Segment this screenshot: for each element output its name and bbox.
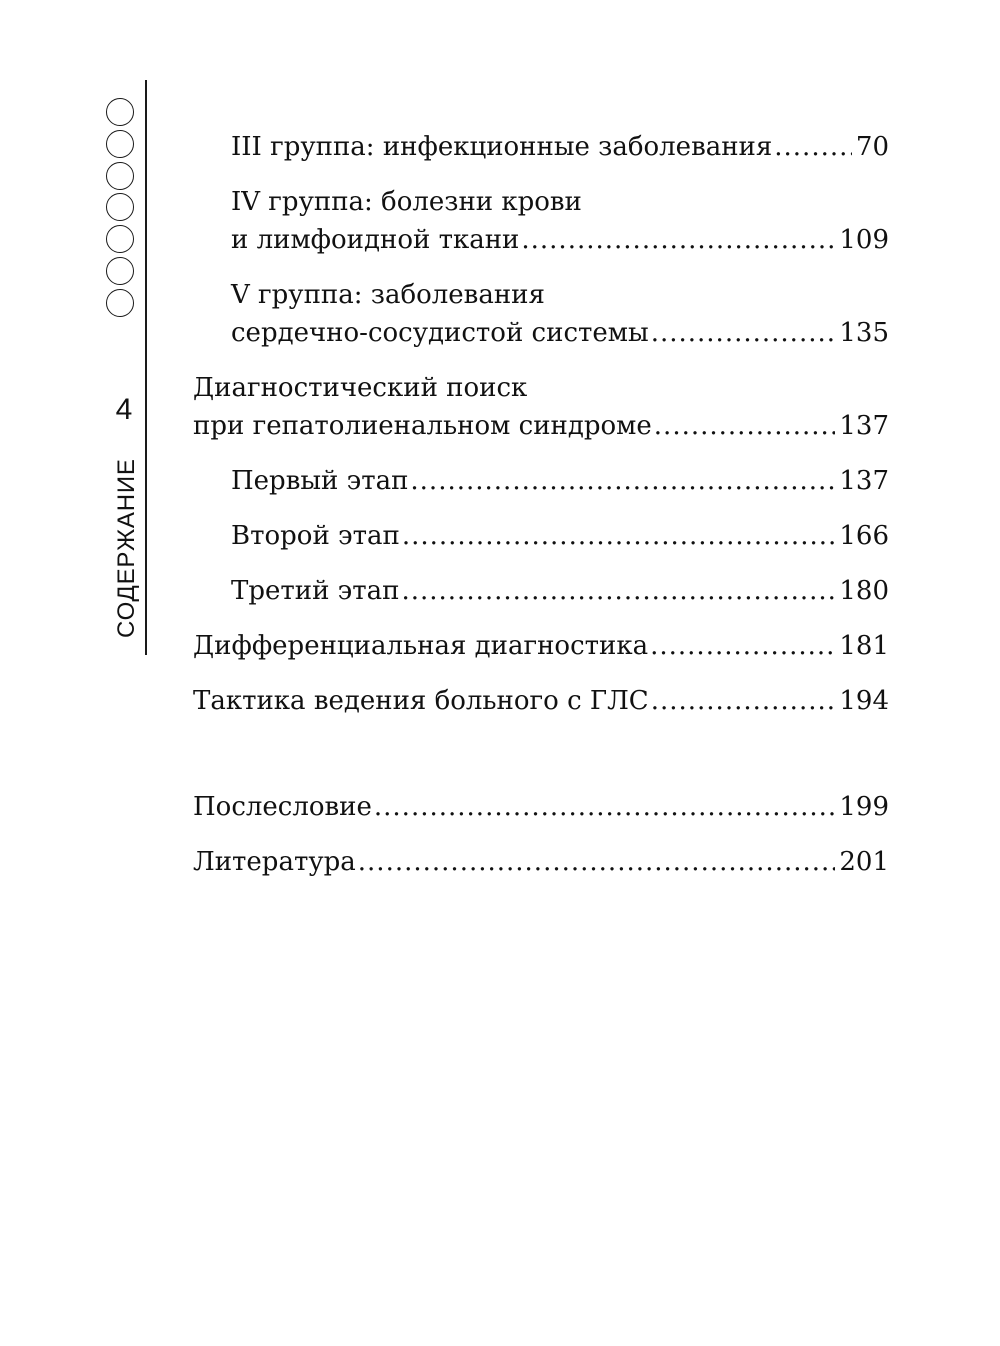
table-of-contents — [193, 128, 889, 898]
toc-entry-title: Диагностический поиск — [193, 373, 528, 403]
toc-entry-title: Дифференциальная диагностика — [193, 631, 649, 661]
section-gap — [193, 737, 889, 788]
toc-entry-page: 194 — [839, 686, 889, 716]
toc-entry[interactable] — [193, 183, 889, 259]
dot-leader — [358, 843, 836, 881]
toc-entry-page: 137 — [839, 411, 889, 441]
toc-entry-afterword[interactable] — [193, 788, 889, 826]
toc-entry-title: Послесловие — [193, 792, 372, 822]
toc-entry-title: Тактика ведения больного с ГЛС — [193, 686, 649, 716]
toc-entry[interactable] — [193, 128, 889, 166]
toc-entry-references[interactable] — [193, 843, 889, 881]
circle-ornament — [106, 257, 134, 285]
toc-entry-page: 181 — [839, 631, 889, 661]
dot-leader — [651, 314, 836, 352]
toc-entry-title: III группа: инфекционные заболевания — [231, 132, 773, 162]
toc-entry[interactable] — [193, 572, 889, 610]
dot-leader — [374, 788, 835, 826]
circle-ornament — [106, 98, 134, 126]
toc-entry-page: 180 — [839, 576, 889, 606]
toc-entry-page: 199 — [839, 792, 889, 822]
dot-leader — [651, 682, 836, 720]
toc-entry[interactable] — [193, 627, 889, 665]
toc-entry-page: 201 — [839, 847, 889, 877]
page-number: 4 — [115, 393, 133, 426]
toc-entry-page: 109 — [839, 225, 889, 255]
toc-entry[interactable] — [193, 369, 889, 445]
circle-ornament — [106, 193, 134, 221]
circle-ornament — [106, 130, 134, 158]
running-head: СОДЕРЖАНИЕ — [113, 458, 140, 638]
toc-entry-title: V группа: заболевания — [231, 280, 545, 310]
circle-ornament — [106, 225, 134, 253]
dot-leader — [521, 221, 835, 259]
toc-entry-page: 166 — [839, 521, 889, 551]
dot-leader — [402, 517, 836, 555]
dot-leader — [650, 627, 835, 665]
toc-entry-title: сердечно-сосудистой системы — [231, 318, 649, 348]
toc-entry-title: Первый этап — [231, 466, 409, 496]
dot-leader — [654, 407, 836, 445]
side-rule — [145, 80, 147, 655]
circle-ornament — [106, 289, 134, 317]
toc-entry-page: 70 — [855, 132, 889, 162]
toc-entry[interactable] — [193, 276, 889, 352]
toc-entry-title: Третий этап — [231, 576, 400, 606]
toc-entry-title: Литература — [193, 847, 356, 877]
toc-entry-page: 135 — [839, 318, 889, 348]
toc-entry[interactable] — [193, 517, 889, 555]
decorative-circles — [106, 98, 136, 321]
circle-ornament — [106, 162, 134, 190]
toc-entry[interactable] — [193, 462, 889, 500]
dot-leader — [410, 462, 835, 500]
toc-entry-title: IV группа: болезни крови — [231, 187, 582, 217]
toc-entry-page: 137 — [839, 466, 889, 496]
toc-entry[interactable] — [193, 682, 889, 720]
toc-entry-title: при гепатолиенальном синдроме — [193, 411, 652, 441]
dot-leader — [401, 572, 835, 610]
toc-entry-title: Второй этап — [231, 521, 400, 551]
dot-leader — [774, 128, 852, 166]
toc-entry-title: и лимфоидной ткани — [231, 225, 520, 255]
